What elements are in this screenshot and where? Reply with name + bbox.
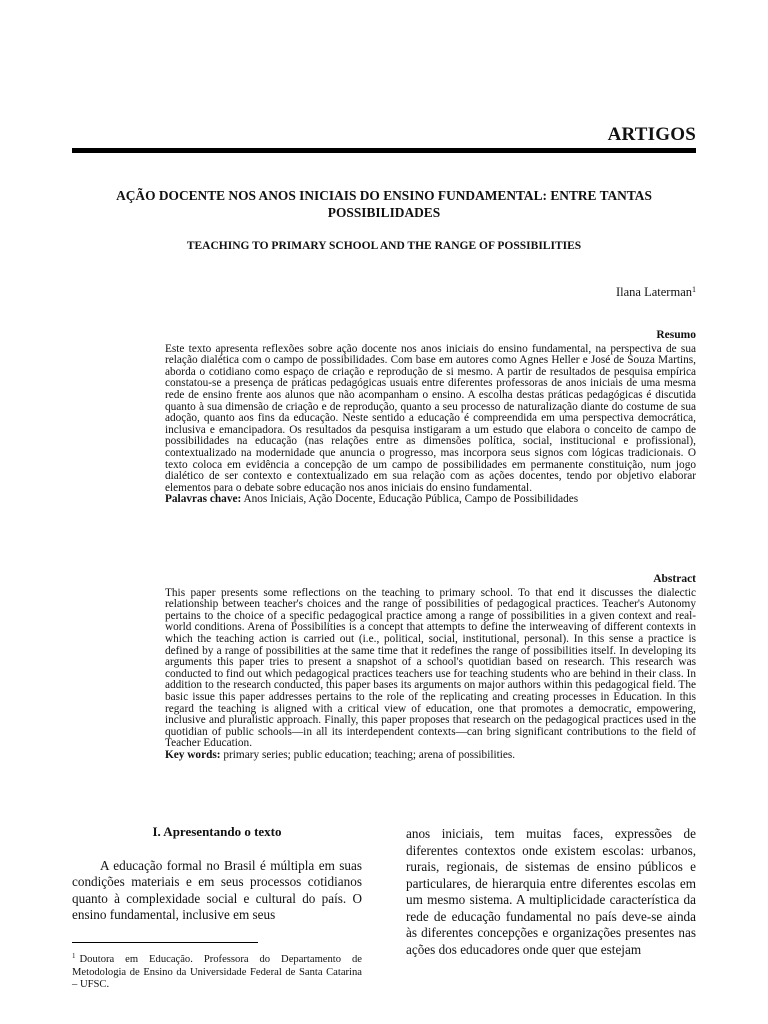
left-column [72, 824, 362, 924]
left-paragraph: A educação formal no Brasil é múltipla em suas condições materiais e em seus processos cotidianos quanto à complexidade social e cultural do país. O ensino fundamental, inclusive em seus [72, 857, 362, 922]
resumo-heading: Resumo [656, 329, 696, 341]
abstract-heading: Abstract [653, 573, 696, 585]
author-line [616, 285, 696, 300]
resumo-keywords-label: Palavras chave: [165, 493, 242, 506]
header-rule [72, 148, 696, 153]
author-name: Ilana Laterman [616, 285, 692, 299]
footnote-text: Doutora em Educação. Professora do Departamento de Metodologia de Ensino da Universidade Federal de Santa Catarina – UFSC. [72, 954, 362, 990]
footnote-rule [72, 942, 258, 943]
footnote [72, 950, 362, 992]
resumo-body: Este texto apresenta reflexões sobre ação docente nos anos iniciais do ensino fundamental, na perspectiva de sua relação dialética com o campo de possibilidades. Com base em autores como Agnes Heller e José de Souza Martins, aborda o cotidiano como espaço de criação e reprodução de si mesmo. A partir de resultados de pesquisa empírica constatou-se a presença de práticas pedagógicas usuais entre diferentes professoras de anos iniciais de uma mesma rede de ensino frente aos alunos que não acompanham o ensino. A escolha destas práticas pedagógicas é discutida quanto à sua dimensão de criação e de reprodução, quanto a seu processo de naturalização diante do costume de sua adoção, quanto aos fins da educação. Neste sentido a educação é compreendida em uma perspectiva democrática, inclusiva e emancipadora. Os resultados da pesquisa instigaram a um estudo que elabora o conceito de campo de possibilidades na educação (nas relações entre as dimensões política, social, institucional e profissional), contextualizado na modernidade que anuncia o progresso, mas incorpora seus signos com lógicas tradicionais. O texto coloca em evidência a concepção de um campo de possibilidades em permanente constituição, num jogo dialético de ser contexto e contextualizado em sua relação com as ações docentes, tendo por objetivo elaborar elementos para o debate sobre educação nos anos iniciais do ensino fundamental. [165, 342, 696, 494]
article-title: AÇÃO DOCENTE NOS ANOS INICIAIS DO ENSINO FUNDAMENTAL: ENTRE TANTAS POSSIBILIDADES [116, 188, 652, 220]
abstract-keywords [165, 750, 696, 762]
abstract-body: This paper presents some reflections on the teaching to primary school. To that end it discusses the dialectic relationship between teacher's choices and the range of possibilities of pedagogical practices. Teacher's Autonomy pertains to the choice of a specific pedagogical practice among a range of possibilities in a given context and real-world conditions. Arena of Possibilities is a concept that attempts to define the interweaving of different contexts in which the teaching action is carried out (i.e., political, social, institutional, personal). In this sense a practice is defined by a range of possibilities at the same time that it redefines the range of possibilities itself. In developing its arguments this paper tries to present a snapshot of a school's quotidian based on research. This research was conducted to find out which pedagogical practices teachers use for teaching students who are behind in their class. In addition to the research conducted, this paper bases its arguments on major authors within this pedagogical field. The basic issue this paper addresses pertains to the role of the replicating and creating processes in Education. In this regard the teaching is aligned with a critical view of education, one that promotes a democratic, empowering, inclusive and pluralistic approach. Finally, this paper proposes that research on the pedagogical practices used in the quotidian of public schools—in all its interdependent contexts—can bring significant contributions to the field of Teacher Education. [165, 586, 696, 750]
footnote-mark: 1 [72, 952, 76, 960]
section-label: ARTIGOS [607, 124, 696, 145]
abstract-section [165, 574, 696, 762]
resumo-keywords-text: Anos Iniciais, Ação Docente, Educação Pública, Campo de Possibilidades [243, 493, 579, 506]
right-paragraph: anos iniciais, tem muitas faces, expressões de diferentes contextos onde existem escolas: urbanos, rurais, regionais, de sistemas de ensino públicos e particulares, de hierarquia entre diferentes escolas em um mesmo sistema. A multiplicidade característica da rede de educação fundamental no país deve-se ainda às diferentes concepções e organizações presentes nas ações dos educadores onde quer que estejam [406, 826, 696, 957]
right-column [406, 826, 696, 958]
abstract-keywords-label: Key words: [165, 748, 221, 761]
author-footnote-mark: 1 [692, 285, 696, 294]
resumo-keywords [165, 494, 696, 506]
article-subtitle: TEACHING TO PRIMARY SCHOOL AND THE RANGE OF POSSIBILITIES [186, 240, 582, 252]
abstract-keywords-text: primary series; public education; teaching; arena of possibilities. [223, 748, 516, 761]
resumo-section [165, 330, 696, 506]
section-heading: I. Apresentando o texto [152, 824, 282, 839]
